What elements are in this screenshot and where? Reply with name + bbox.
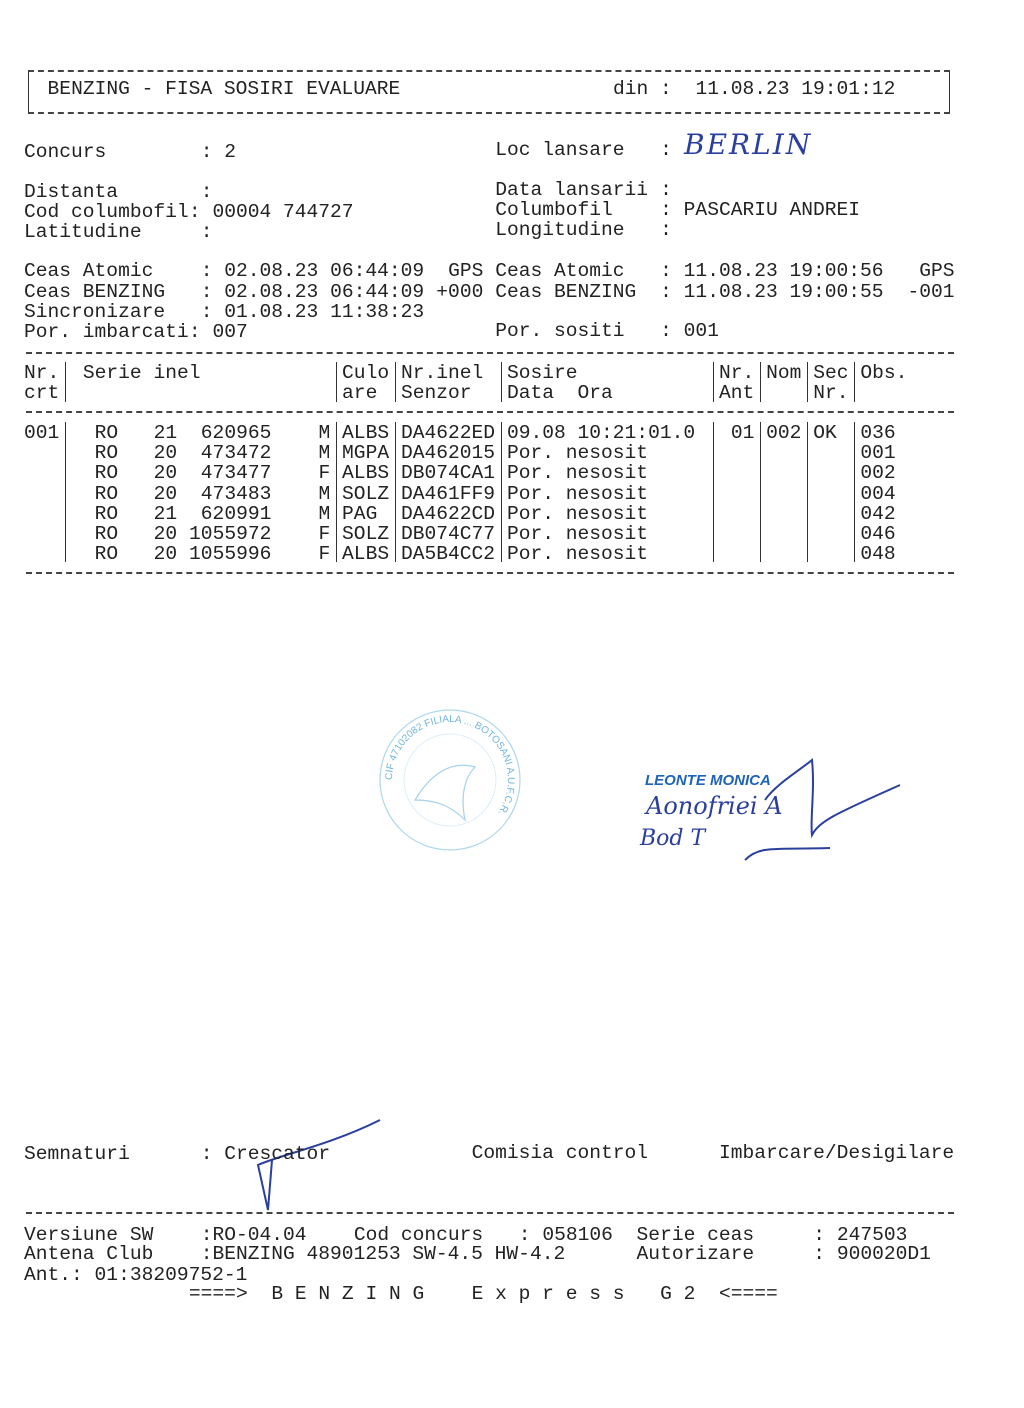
cell-serial: 473472 bbox=[200, 442, 272, 465]
cell-arrival: Por. nesosit bbox=[506, 442, 649, 465]
ceas-benzing-start-label: Ceas BENZING bbox=[24, 281, 166, 303]
cell-obs: 036 bbox=[860, 422, 896, 444]
date-label: din : bbox=[613, 78, 672, 100]
serie-ceas-value: 247503 bbox=[836, 1224, 908, 1246]
banner-brand: B E N Z I N G bbox=[271, 1283, 425, 1305]
sincronizare-value: 01.08.23 11:38:23 bbox=[224, 301, 425, 323]
colon: : bbox=[660, 139, 672, 161]
cell-country: RO bbox=[94, 543, 119, 566]
colon: : bbox=[200, 1243, 213, 1265]
colon: : bbox=[200, 221, 213, 243]
cell-year: 20 bbox=[153, 442, 178, 465]
imbarcare-label: Imbarcare/Desigilare bbox=[719, 1142, 955, 1164]
ceas-atomic-start-label: Ceas Atomic bbox=[24, 260, 154, 282]
cell-ant: 01 bbox=[730, 422, 755, 444]
loc-lansare-label: Loc lansare bbox=[495, 139, 625, 161]
colon: : bbox=[660, 199, 672, 221]
th-obs: Obs. bbox=[860, 362, 908, 384]
th-serie-inel: Serie inel bbox=[82, 362, 201, 384]
comisia-control-label: Comisia control bbox=[471, 1142, 648, 1164]
cell-sensor: DB074CA1 bbox=[400, 462, 496, 485]
latitudine-label: Latitudine bbox=[24, 221, 142, 243]
por-sositi-label: Por. sositi bbox=[495, 320, 625, 342]
serie-ceas-label: Serie ceas bbox=[636, 1224, 755, 1246]
cell-color: ALBS bbox=[342, 462, 390, 485]
cod-columbofil-value: 00004 744727 bbox=[212, 201, 354, 223]
cell-sex: F bbox=[318, 543, 331, 566]
cell-year: 20 bbox=[153, 523, 178, 545]
cell-sex: M bbox=[318, 482, 331, 505]
cell-country: RO bbox=[94, 502, 119, 525]
date-value: 11.08.23 19:01:12 bbox=[695, 78, 896, 100]
colon: : bbox=[188, 201, 201, 223]
cell-country: RO bbox=[94, 462, 119, 485]
cell-sensor: DA461FF9 bbox=[400, 482, 496, 505]
banner-arrow-right: <==== bbox=[719, 1283, 778, 1305]
cell-nom: 002 bbox=[766, 422, 802, 444]
cell-country: RO bbox=[94, 442, 119, 465]
cell-sex: M bbox=[318, 442, 331, 465]
banner-arrow-left: ====> bbox=[188, 1283, 248, 1305]
colon: : bbox=[660, 219, 672, 241]
antena-club-label: Antena Club bbox=[24, 1243, 154, 1265]
autorizare-value: 900020D1 bbox=[836, 1243, 931, 1265]
colon: : bbox=[813, 1243, 826, 1265]
signer-name: LEONTE MONICA bbox=[645, 772, 771, 789]
concurs-label: Concurs bbox=[24, 141, 107, 163]
th-culoare-2: are bbox=[342, 382, 378, 404]
cell-obs: 046 bbox=[860, 523, 896, 545]
antenna-id: Ant.: 01:38209752-1 bbox=[24, 1264, 248, 1286]
ceas-benzing-start-value: 02.08.23 06:44:09 bbox=[224, 281, 425, 303]
cell-year: 21 bbox=[153, 422, 178, 444]
cell-obs: 004 bbox=[860, 482, 896, 505]
sincronizare-label: Sincronizare bbox=[24, 301, 166, 323]
cell-arrival: Por. nesosit bbox=[506, 502, 649, 525]
colon: : bbox=[200, 1224, 213, 1246]
th-sosire-2: Data Ora bbox=[506, 382, 613, 404]
document-title: BENZING - FISA SOSIRI EVALUARE bbox=[47, 78, 401, 100]
cod-columbofil-label: Cod columbofil bbox=[24, 201, 189, 223]
handwritten-line-2: Bod T bbox=[640, 826, 706, 851]
cell-color: PAG bbox=[342, 502, 378, 525]
cell-arrival: Por. nesosit bbox=[506, 462, 649, 485]
cell-color: SOLZ bbox=[342, 523, 390, 545]
ceas-benzing-end-suffix: -001 bbox=[907, 281, 955, 303]
colon: : bbox=[660, 320, 672, 342]
cell-obs: 042 bbox=[860, 502, 896, 525]
colon: : bbox=[200, 260, 213, 282]
cell-color: ALBS bbox=[342, 422, 390, 444]
nr-crt-value: 001 bbox=[24, 422, 60, 444]
colon: : bbox=[660, 281, 672, 303]
ceas-benzing-start-suffix: +000 bbox=[436, 281, 484, 303]
colon: : bbox=[660, 260, 672, 282]
cell-arrival: Por. nesosit bbox=[506, 482, 649, 505]
versiune-sw-value: RO-04.04 bbox=[212, 1224, 307, 1246]
th-sec-2: Nr. bbox=[813, 382, 849, 404]
ceas-benzing-end-value: 11.08.23 19:00:55 bbox=[683, 281, 884, 303]
colon: : bbox=[200, 141, 213, 163]
colon: : bbox=[660, 179, 672, 201]
cell-arrival: 09.08 10:21:01.0 bbox=[506, 422, 696, 444]
cell-sex: F bbox=[318, 462, 331, 485]
cell-color: SOLZ bbox=[342, 482, 390, 505]
th-culoare-1: Culo bbox=[342, 362, 390, 384]
cell-color: MGPA bbox=[342, 442, 390, 465]
cell-sensor: DA4622ED bbox=[400, 422, 496, 444]
cell-serial: 1055972 bbox=[189, 523, 272, 545]
cell-obs: 048 bbox=[860, 543, 896, 566]
colon: : bbox=[813, 1224, 826, 1246]
cell-sensor: DA5B4CC2 bbox=[400, 543, 496, 566]
cell-sex: F bbox=[318, 523, 331, 545]
cell-country: RO bbox=[94, 422, 119, 444]
cell-arrival: Por. nesosit bbox=[506, 523, 649, 545]
cell-year: 20 bbox=[153, 462, 178, 485]
columbofil-value: PASCARIU ANDREI bbox=[683, 199, 861, 221]
colon: : bbox=[200, 181, 213, 203]
colon: : bbox=[188, 321, 201, 343]
footer-rule bbox=[26, 1212, 954, 1214]
cell-color: ALBS bbox=[342, 543, 390, 566]
cell-year: 20 bbox=[153, 543, 178, 566]
antena-club-value: BENZING 48901253 SW-4.5 HW-4.2 bbox=[212, 1243, 566, 1265]
handwritten-line-1: Aonofriei A bbox=[646, 792, 783, 820]
semnaturi-label: Semnaturi bbox=[24, 1143, 130, 1165]
longitudine-label: Longitudine bbox=[495, 219, 625, 241]
por-sositi-value: 001 bbox=[683, 320, 719, 342]
colon: : bbox=[200, 1143, 213, 1165]
ceas-atomic-start-suffix: GPS bbox=[448, 260, 484, 282]
cell-country: RO bbox=[94, 523, 119, 545]
colon: : bbox=[200, 301, 213, 323]
distanta-label: Distanta bbox=[24, 181, 119, 203]
stamp-text: CIF 47102082 FILIALA ... BOTOSANI A.U.F.C.R. bbox=[383, 713, 517, 818]
ceas-benzing-end-label: Ceas BENZING bbox=[495, 281, 637, 303]
versiune-sw-label: Versiune SW bbox=[24, 1224, 154, 1246]
cell-obs: 002 bbox=[860, 462, 896, 485]
cell-sensor: DA462015 bbox=[400, 442, 496, 465]
colon: : bbox=[200, 281, 213, 303]
autorizare-label: Autorizare bbox=[636, 1243, 755, 1265]
cell-serial: 473477 bbox=[200, 462, 272, 485]
ceas-atomic-end-suffix: GPS bbox=[919, 260, 955, 282]
colon: : bbox=[518, 1224, 531, 1246]
cell-obs: 001 bbox=[860, 442, 896, 465]
th-sec-1: Sec bbox=[813, 362, 849, 384]
cell-serial: 620991 bbox=[200, 502, 272, 525]
cod-concurs-value: 058106 bbox=[542, 1224, 613, 1246]
data-lansarii-label: Data lansarii bbox=[495, 179, 649, 201]
cell-serial: 473483 bbox=[200, 482, 272, 505]
crescator-label: Crescator bbox=[224, 1143, 331, 1165]
ceas-atomic-start-value: 02.08.23 06:44:09 bbox=[224, 260, 425, 282]
th-nr-crt-1: Nr. bbox=[24, 362, 60, 384]
por-imbarcati-label: Por. imbarcati bbox=[24, 321, 189, 343]
cell-arrival: Por. nesosit bbox=[506, 543, 649, 566]
cell-country: RO bbox=[94, 482, 119, 505]
por-imbarcati-value: 007 bbox=[212, 321, 248, 343]
th-nom: Nom bbox=[766, 362, 802, 384]
cell-serial: 620965 bbox=[200, 422, 272, 444]
th-nr-inel-1: Nr.inel bbox=[400, 362, 484, 384]
ceas-atomic-end-label: Ceas Atomic bbox=[495, 260, 625, 282]
ceas-atomic-end-value: 11.08.23 19:00:56 bbox=[683, 260, 884, 282]
th-nr-ant-1: Nr. bbox=[719, 362, 755, 384]
cod-concurs-label: Cod concurs bbox=[353, 1224, 484, 1246]
cell-serial: 1055996 bbox=[189, 543, 272, 566]
banner-product: E x p r e s s bbox=[471, 1283, 625, 1305]
cell-sec: OK bbox=[813, 422, 837, 444]
cell-year: 20 bbox=[153, 482, 178, 505]
cell-year: 21 bbox=[153, 502, 178, 525]
loc-lansare-value-handwritten: BERLIN bbox=[684, 128, 813, 161]
cell-sensor: DB074C77 bbox=[400, 523, 496, 545]
cell-sensor: DA4622CD bbox=[400, 502, 496, 525]
cell-sex: M bbox=[318, 422, 331, 444]
th-nr-inel-2: Senzor bbox=[400, 382, 472, 404]
banner-model: G 2 bbox=[660, 1283, 696, 1305]
th-sosire-1: Sosire bbox=[506, 362, 578, 384]
th-nr-ant-2: Ant bbox=[719, 382, 755, 404]
th-nr-crt-2: crt bbox=[24, 382, 60, 404]
concurs-value: 2 bbox=[224, 141, 237, 163]
columbofil-label: Columbofil bbox=[495, 199, 613, 221]
cell-sex: M bbox=[318, 502, 331, 525]
